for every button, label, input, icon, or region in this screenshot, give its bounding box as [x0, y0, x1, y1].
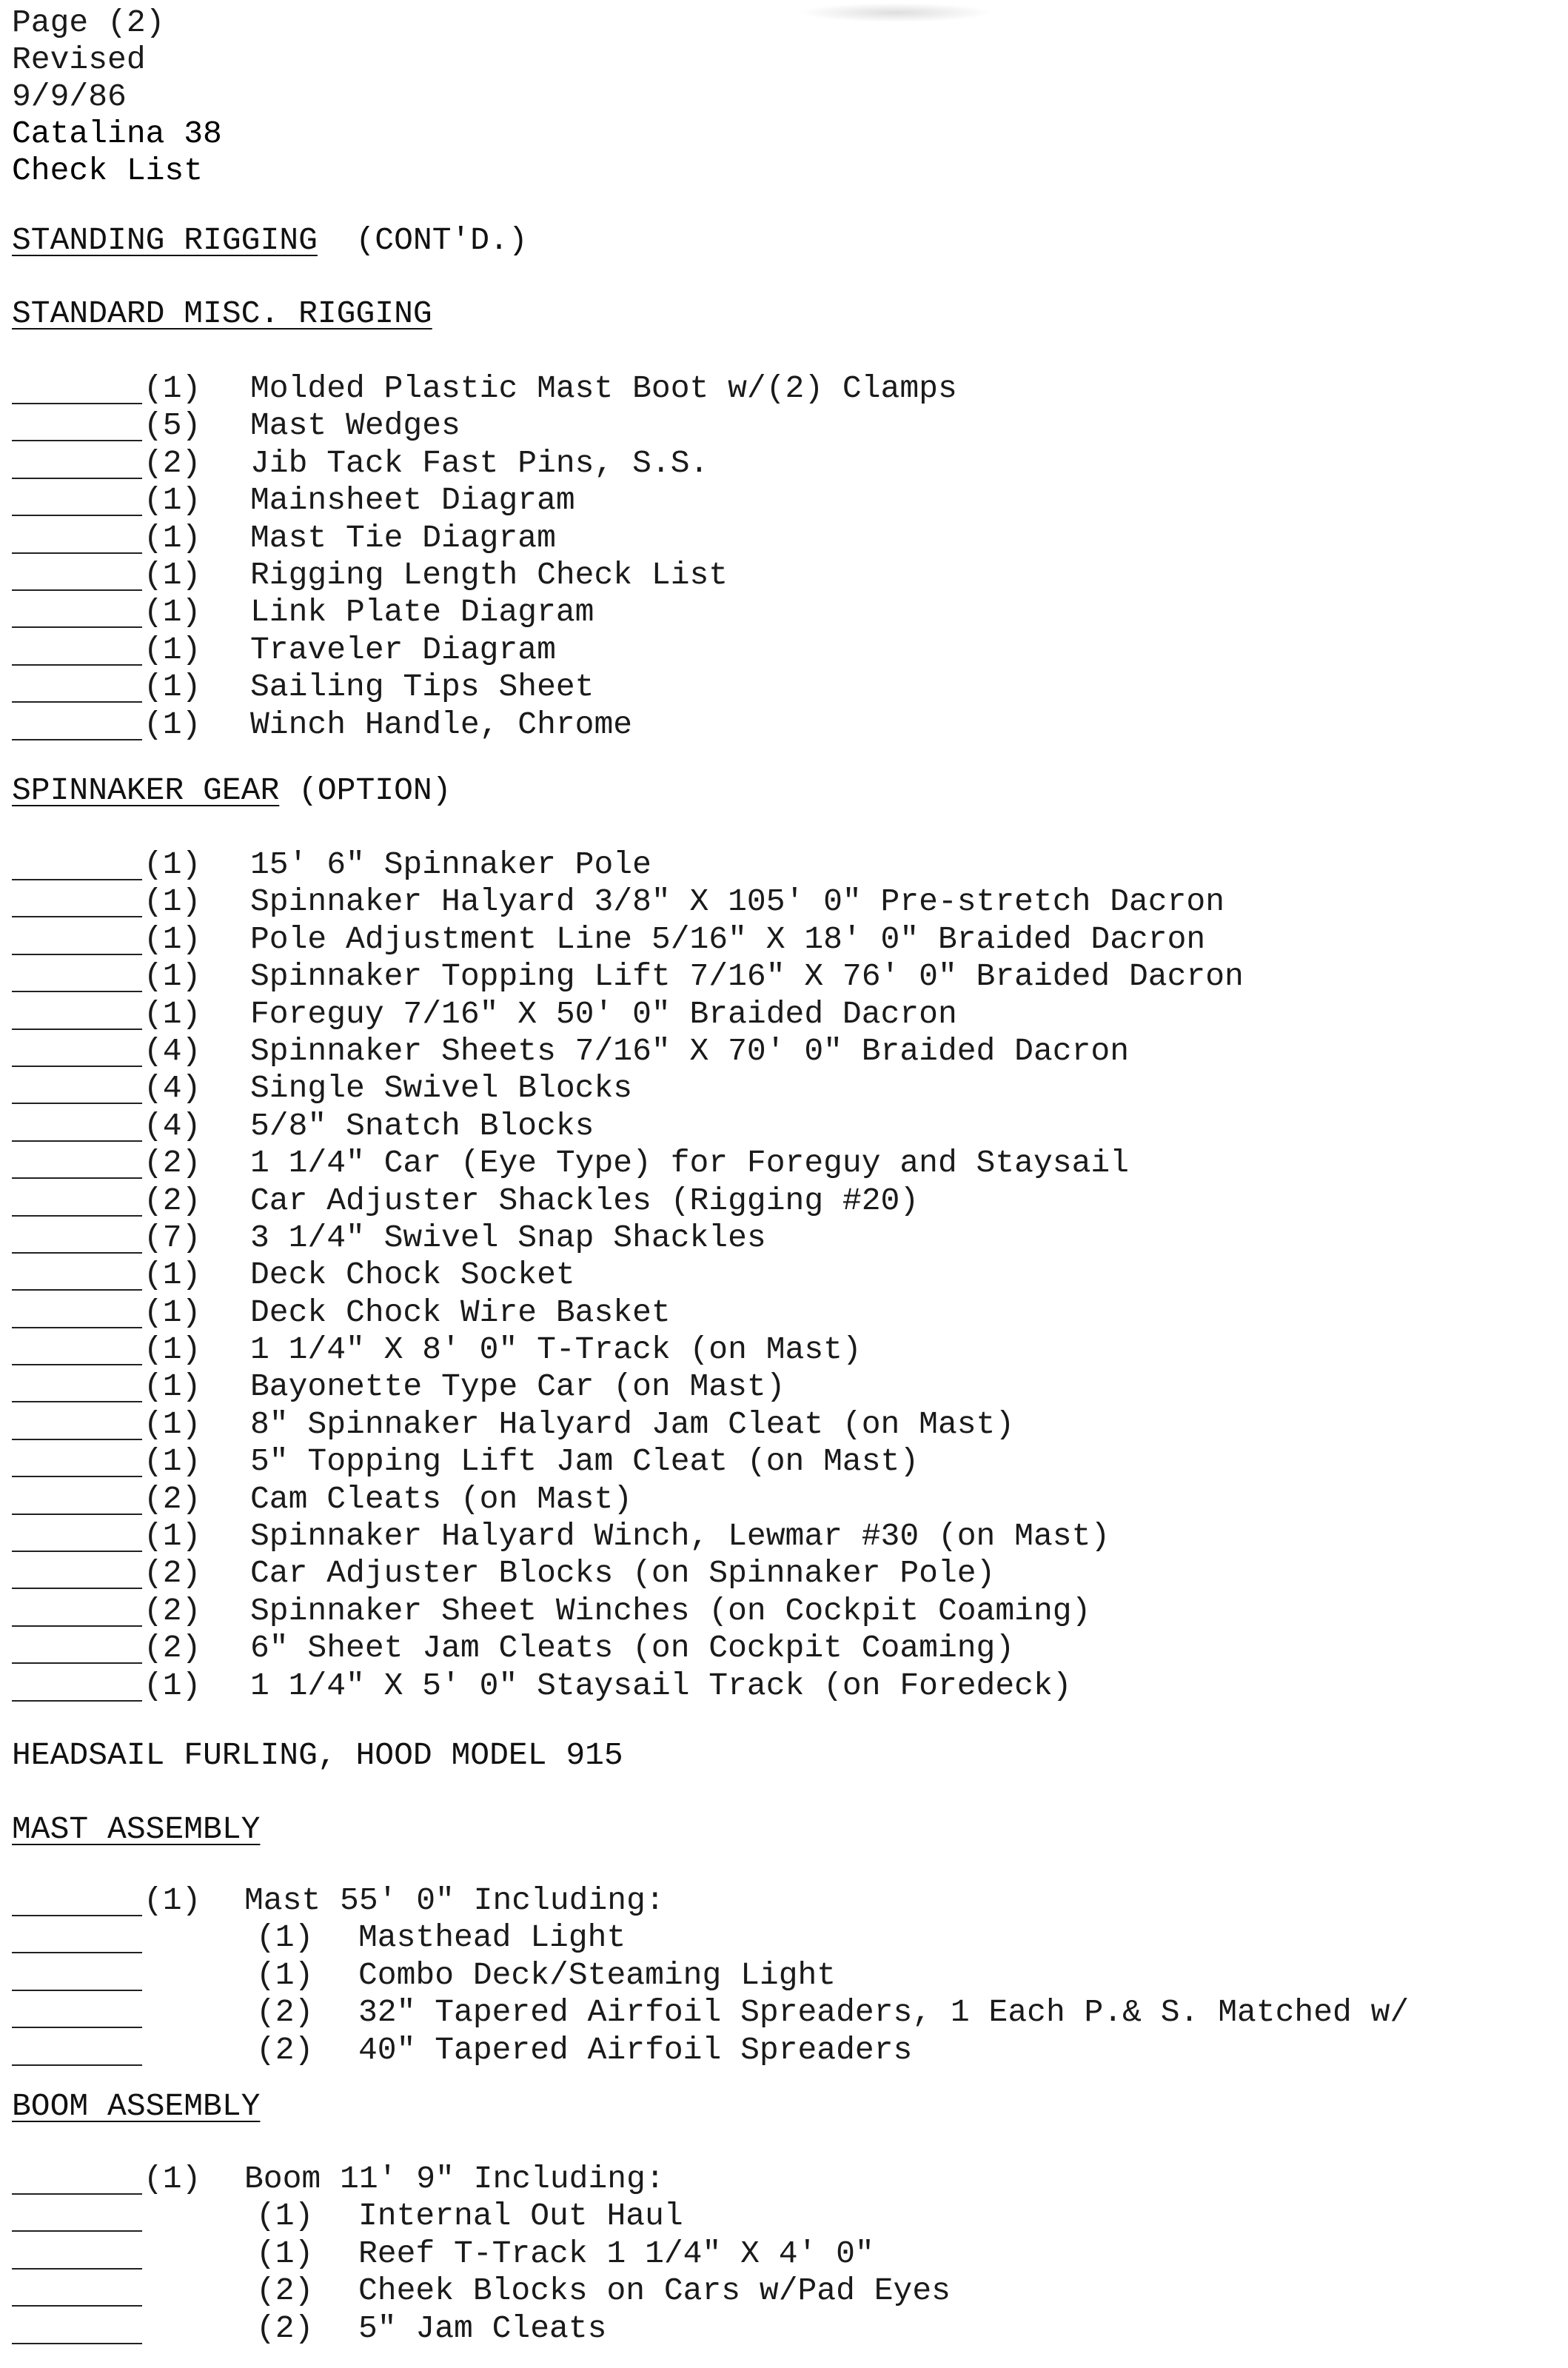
check-blank[interactable] — [12, 706, 142, 740]
check-blank[interactable] — [12, 2161, 142, 2195]
check-blank[interactable] — [12, 958, 142, 992]
item-desc: Car Adjuster Blocks (on Spinnaker Pole) — [250, 1555, 996, 1592]
item-qty: (2) — [256, 1994, 314, 2031]
mast-sub-items — [12, 1919, 1410, 2069]
check-blank[interactable] — [12, 1518, 142, 1552]
section-title-standing-rigging: STANDING RIGGING (CONT'D.) — [12, 222, 528, 258]
check-blank[interactable] — [12, 1481, 142, 1515]
list-item — [12, 2235, 874, 2272]
item-desc: Mainsheet Diagram — [250, 482, 575, 519]
item-qty: (1) — [144, 370, 201, 407]
item-desc: Deck Chock Socket — [250, 1257, 575, 1294]
item-qty: (1) — [144, 556, 201, 593]
item-qty: (1) — [144, 482, 201, 519]
section-title-spinnaker: SPINNAKER GEAR (OPTION) — [12, 772, 452, 809]
item-qty: (1) — [144, 1294, 201, 1331]
check-blank[interactable] — [12, 1294, 142, 1328]
list-item — [12, 2161, 665, 2198]
check-blank[interactable] — [12, 1183, 142, 1217]
check-blank[interactable] — [12, 1994, 142, 2028]
item-qty: (1) — [144, 669, 201, 706]
item-qty: (1) — [144, 1667, 201, 1704]
section-title-standard-misc: STANDARD MISC. RIGGING — [12, 295, 432, 332]
check-blank[interactable] — [12, 1443, 142, 1477]
list-item — [12, 2031, 913, 2069]
item-qty: (2) — [144, 1630, 201, 1667]
list-item — [12, 2310, 607, 2347]
item-desc: 1 1/4" X 8' 0" T-Track (on Mast) — [250, 1331, 862, 1368]
item-desc: 1 1/4" Car (Eye Type) for Foreguy and Staysail — [250, 1145, 1129, 1182]
check-blank[interactable] — [12, 1668, 142, 1702]
item-desc: 5/8" Snatch Blocks — [250, 1107, 594, 1144]
item-desc: Sailing Tips Sheet — [250, 669, 594, 706]
boom-assembly-list — [12, 2161, 951, 2347]
check-blank[interactable] — [12, 1406, 142, 1440]
item-desc: Combo Deck/Steaming Light — [358, 1956, 837, 1993]
check-blank[interactable] — [12, 2032, 142, 2066]
item-desc: 3 1/4" Swivel Snap Shackles — [250, 1219, 766, 1256]
section-title-mast-assembly: MAST ASSEMBLY — [12, 1811, 261, 1847]
check-blank[interactable] — [12, 1257, 142, 1291]
item-qty: (2) — [256, 2272, 314, 2310]
item-desc: Car Adjuster Shackles (Rigging #20) — [250, 1182, 919, 1219]
check-blank[interactable] — [12, 669, 142, 703]
check-blank[interactable] — [12, 2310, 142, 2344]
section-title-boom-assembly: BOOM ASSEMBLY — [12, 2088, 261, 2124]
item-qty: (1) — [144, 2161, 201, 2197]
boat-model: Catalina 38 — [12, 116, 222, 152]
item-desc: 1 1/4" X 5' 0" Staysail Track (on Foredeck) — [250, 1667, 1072, 1704]
check-blank[interactable] — [12, 407, 142, 441]
item-desc: Internal Out Haul — [358, 2198, 683, 2235]
item-qty: (1) — [144, 1368, 201, 1405]
page-number: Page (2) — [12, 4, 165, 41]
check-blank[interactable] — [12, 921, 142, 955]
item-qty: (4) — [144, 1107, 201, 1144]
check-blank[interactable] — [12, 1331, 142, 1365]
item-desc: Spinnaker Sheet Winches (on Cockpit Coaming) — [250, 1592, 1091, 1629]
item-desc: Molded Plastic Mast Boot w/(2) Clamps — [250, 370, 957, 407]
revised-label: Revised — [12, 41, 146, 78]
item-qty: (2) — [144, 1592, 201, 1629]
item-qty: (2) — [256, 2310, 314, 2347]
item-desc: Winch Handle, Chrome — [250, 706, 633, 743]
check-blank[interactable] — [12, 594, 142, 628]
check-blank[interactable] — [12, 1220, 142, 1254]
check-blank[interactable] — [12, 482, 142, 516]
document-title: Check List — [12, 153, 204, 189]
item-qty: (1) — [144, 519, 201, 556]
item-qty: (1) — [144, 631, 201, 668]
item-qty: (1) — [144, 958, 201, 995]
item-qty: (5) — [144, 407, 201, 444]
item-desc: Jib Tack Fast Pins, S.S. — [250, 444, 709, 481]
item-desc: Link Plate Diagram — [250, 594, 594, 631]
item-desc: Foreguy 7/16" X 50' 0" Braided Dacron — [250, 995, 957, 1032]
item-desc: Traveler Diagram — [250, 631, 556, 668]
item-qty: (1) — [256, 2235, 314, 2272]
item-qty: (1) — [256, 2198, 314, 2235]
item-desc: 5" Jam Cleats — [358, 2310, 607, 2347]
list-item — [12, 1882, 665, 1919]
item-desc: Cam Cleats (on Mast) — [250, 1480, 633, 1517]
item-desc: 32" Tapered Airfoil Spreaders, 1 Each P.& S. Matched w/ — [358, 1994, 1410, 2031]
item-desc: Spinnaker Sheets 7/16" X 70' 0" Braided Dacron — [250, 1032, 1129, 1069]
check-blank[interactable] — [12, 883, 142, 917]
item-qty: (1) — [144, 706, 201, 743]
check-blank[interactable] — [12, 1882, 142, 1916]
item-desc: 5" Topping Lift Jam Cleat (on Mast) — [250, 1443, 919, 1480]
item-qty: (1) — [144, 1518, 201, 1555]
item-qty: (1) — [144, 995, 201, 1032]
mast-assembly-list — [12, 1882, 1410, 2069]
check-blank[interactable] — [12, 996, 142, 1030]
list-item — [12, 2272, 951, 2310]
item-desc: Boom 11' 9" Including: — [244, 2161, 665, 2197]
check-blank[interactable] — [12, 520, 142, 554]
item-qty: (1) — [144, 1331, 201, 1368]
list-item — [12, 1994, 1410, 2031]
scan-smudge — [800, 3, 992, 22]
check-blank[interactable] — [12, 1555, 142, 1589]
check-blank[interactable] — [12, 1919, 142, 1953]
revision-date: 9/9/86 — [12, 78, 127, 115]
check-blank[interactable] — [12, 1070, 142, 1104]
check-blank[interactable] — [12, 632, 142, 666]
check-blank[interactable] — [12, 445, 142, 479]
check-blank[interactable] — [12, 2272, 142, 2307]
page-header — [12, 4, 222, 190]
item-qty: (2) — [144, 1480, 201, 1517]
section-title-headsail-furling: HEADSAIL FURLING, HOOD MODEL 915 — [12, 1737, 623, 1773]
item-desc: Mast Tie Diagram — [250, 519, 556, 556]
check-blank[interactable] — [12, 846, 142, 880]
check-blank[interactable] — [12, 1957, 142, 1991]
item-qty: (1) — [144, 1882, 201, 1919]
check-blank[interactable] — [12, 557, 142, 591]
check-blank[interactable] — [12, 1033, 142, 1067]
item-desc: 8" Spinnaker Halyard Jam Cleat (on Mast) — [250, 1405, 1015, 1442]
item-qty: (2) — [256, 2031, 314, 2068]
list-item — [12, 1919, 626, 1956]
item-qty: (1) — [256, 1956, 314, 1993]
item-desc: Deck Chock Wire Basket — [250, 1294, 671, 1331]
item-qty: (4) — [144, 1032, 201, 1069]
list-item — [12, 2198, 683, 2235]
item-qty: (2) — [144, 444, 201, 481]
item-desc: 40" Tapered Airfoil Spreaders — [358, 2031, 913, 2068]
boom-sub-items — [12, 2198, 951, 2347]
item-desc: Cheek Blocks on Cars w/Pad Eyes — [358, 2272, 951, 2310]
item-qty: (4) — [144, 1070, 201, 1107]
check-blank[interactable] — [12, 1108, 142, 1142]
item-desc: Spinnaker Topping Lift 7/16" X 76' 0" Braided Dacron — [250, 958, 1244, 995]
item-qty: (1) — [144, 594, 201, 631]
check-blank[interactable] — [12, 2198, 142, 2232]
item-qty: (2) — [144, 1145, 201, 1182]
item-qty: (1) — [144, 1405, 201, 1442]
check-blank[interactable] — [12, 1630, 142, 1664]
item-qty: (1) — [144, 846, 201, 883]
item-desc: Mast Wedges — [250, 407, 460, 444]
item-desc: Mast 55' 0" Including: — [244, 1882, 665, 1919]
item-qty: (1) — [144, 1443, 201, 1480]
item-qty: (2) — [144, 1182, 201, 1219]
check-blank[interactable] — [12, 2235, 142, 2270]
item-qty: (7) — [144, 1219, 201, 1256]
check-blank[interactable] — [12, 1593, 142, 1627]
check-blank[interactable] — [12, 1145, 142, 1179]
item-desc: Spinnaker Halyard Winch, Lewmar #30 (on Mast) — [250, 1518, 1110, 1555]
item-qty: (2) — [144, 1555, 201, 1592]
list-item — [12, 1956, 837, 1994]
item-desc: 6" Sheet Jam Cleats (on Cockpit Coaming) — [250, 1630, 1015, 1667]
item-desc: Spinnaker Halyard 3/8" X 105' 0" Pre-stretch Dacron — [250, 883, 1225, 920]
item-desc: Rigging Length Check List — [250, 556, 728, 593]
item-desc: Bayonette Type Car (on Mast) — [250, 1368, 785, 1405]
item-qty: (1) — [144, 883, 201, 920]
item-desc: Reef T-Track 1 1/4" X 4' 0" — [358, 2235, 874, 2272]
item-desc: 15' 6" Spinnaker Pole — [250, 846, 651, 883]
item-qty: (1) — [144, 1257, 201, 1294]
item-qty: (1) — [144, 920, 201, 957]
item-qty: (1) — [256, 1919, 314, 1956]
check-blank[interactable] — [12, 1368, 142, 1402]
item-desc: Pole Adjustment Line 5/16" X 18' 0" Braided Dacron — [250, 920, 1206, 957]
check-blank[interactable] — [12, 370, 142, 404]
item-desc: Single Swivel Blocks — [250, 1070, 633, 1107]
item-desc: Masthead Light — [358, 1919, 626, 1956]
